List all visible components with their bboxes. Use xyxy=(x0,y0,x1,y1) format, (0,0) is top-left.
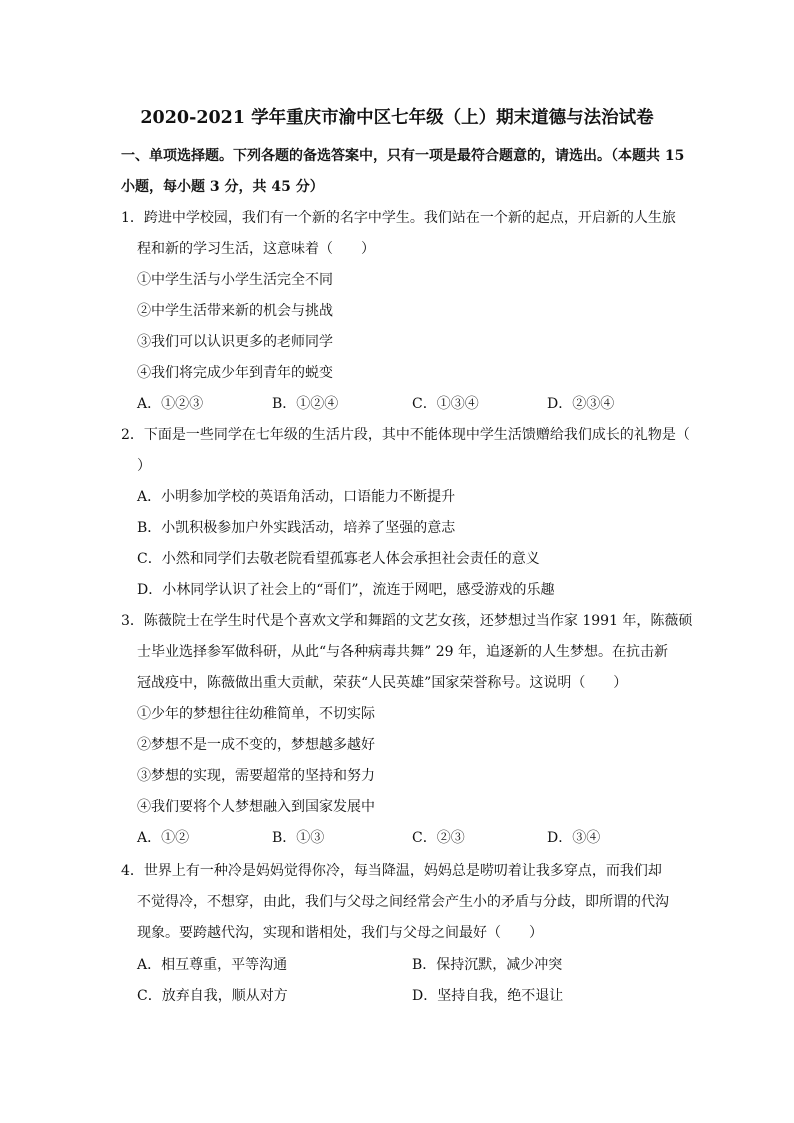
question-3-item-4: ④我们要将个人梦想融入到国家发展中 xyxy=(137,799,375,815)
question-1-item-1: ①中学生活与小学生活完全不同 xyxy=(137,272,333,288)
question-2-stem-line-2: ） xyxy=(137,458,151,474)
section-heading-line-2: 小题，每小题 3 分，共 45 分） xyxy=(121,179,324,195)
question-1-item-2: ②中学生活带来新的机会与挑战 xyxy=(137,303,333,319)
question-3-option-c[interactable]: C．②③ xyxy=(412,830,465,846)
question-2-option-c[interactable]: C．小然和同学们去敬老院看望孤寡老人体会承担社会责任的意义 xyxy=(137,551,540,567)
question-1-option-d[interactable]: D．②③④ xyxy=(547,396,615,412)
question-1-option-c[interactable]: C．①③④ xyxy=(412,396,479,412)
question-2-stem-line-1: 2．下面是一些同学在七年级的生活片段，其中不能体现中学生活馈赠给我们成长的礼物是（ xyxy=(121,427,690,443)
question-3-option-d[interactable]: D．③④ xyxy=(547,830,601,846)
question-2-option-a[interactable]: A．小明参加学校的英语角活动，口语能力不断提升 xyxy=(137,489,456,505)
question-3-stem-line-2: 士毕业选择参军做科研，从此“与各种病毒共舞” 29 年，追逐新的人生梦想。在抗击新 xyxy=(137,644,669,660)
question-2-option-b[interactable]: B．小凯积极参加户外实践活动，培养了坚强的意志 xyxy=(137,520,456,536)
question-1-option-b[interactable]: B．①②④ xyxy=(272,396,339,412)
question-3-stem-line-1: 3．陈薇院士在学生时代是个喜欢文学和舞蹈的文艺女孩，还梦想过当作家 1991 年，陈薇硕 xyxy=(121,613,693,629)
exam-title: 2020-2021 学年重庆市渝中区七年级（上）期末道德与法治试卷 xyxy=(140,108,654,128)
question-4-option-b[interactable]: B．保持沉默，减少冲突 xyxy=(412,957,563,973)
question-1-option-a[interactable]: A．①②③ xyxy=(137,396,204,412)
question-3-item-3: ③梦想的实现，需要超常的坚持和努力 xyxy=(137,768,375,784)
question-3-item-2: ②梦想不是一成不变的，梦想越多越好 xyxy=(137,737,375,753)
question-3-option-a[interactable]: A．①② xyxy=(137,830,190,846)
question-1-item-3: ③我们可以认识更多的老师同学 xyxy=(137,334,333,350)
question-4-stem-line-1: 4．世界上有一种冷是妈妈觉得你冷，每当降温，妈妈总是唠叨着让我多穿点，而我们却 xyxy=(121,863,662,879)
question-1-stem-line-2: 程和新的学习生活，这意味着（ ） xyxy=(137,241,375,257)
question-1-item-4: ④我们将完成少年到青年的蜕变 xyxy=(137,365,333,381)
question-3-item-1: ①少年的梦想往往幼稚简单，不切实际 xyxy=(137,706,375,722)
question-4-stem-line-2: 不觉得冷，不想穿，由此，我们与父母之间经常会产生小的矛盾与分歧，即所谓的代沟 xyxy=(137,894,669,910)
question-4-option-c[interactable]: C．放弃自我，顺从对方 xyxy=(137,988,288,1004)
question-4-stem-line-3: 现象。要跨越代沟，实现和谐相处，我们与父母之间最好（ ） xyxy=(137,925,543,941)
question-4-option-a[interactable]: A．相互尊重，平等沟通 xyxy=(137,957,288,973)
section-heading-line-1: 一、单项选择题。下列各题的备选答案中，只有一项是最符合题意的，请选出。（本题共 15 xyxy=(121,148,685,164)
question-1-stem-line-1: 1．跨进中学校园，我们有一个新的名字中学生。我们站在一个新的起点，开启新的人生旅 xyxy=(121,210,676,226)
question-2-option-d[interactable]: D．小林同学认识了社会上的“哥们”，流连于网吧，感受游戏的乐趣 xyxy=(137,582,555,598)
question-3-option-b[interactable]: B．①③ xyxy=(272,830,325,846)
question-3-stem-line-3: 冠战疫中，陈薇做出重大贡献，荣获“人民英雄”国家荣誉称号。这说明（ ） xyxy=(137,675,628,691)
question-4-option-d[interactable]: D．坚持自我，绝不退让 xyxy=(412,988,564,1004)
